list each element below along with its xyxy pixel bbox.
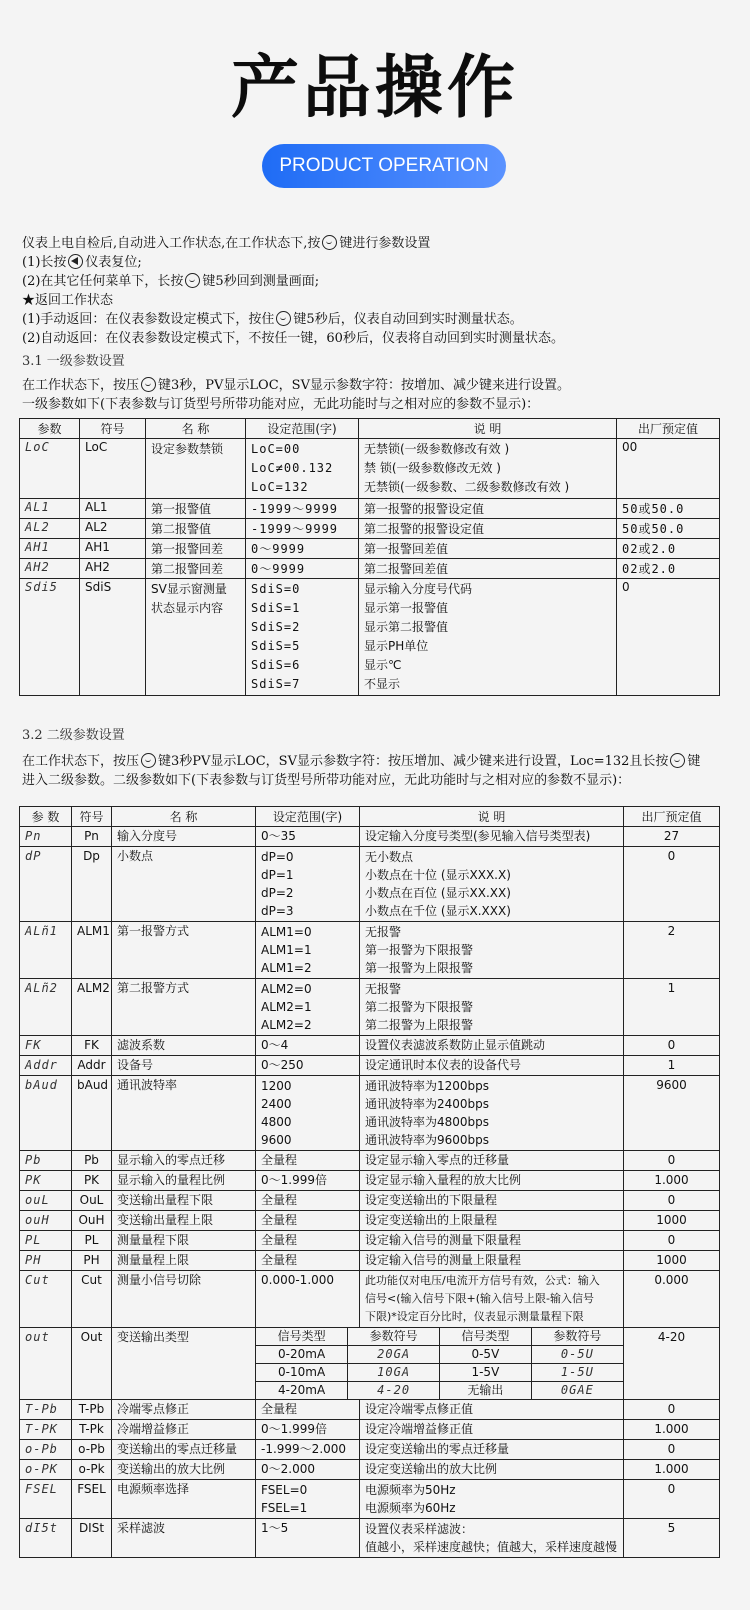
param-name: 测量量程上限 xyxy=(112,1251,256,1271)
table-row xyxy=(20,1251,720,1271)
param-range: ALM2=0 ALM2=1 ALM2=2 xyxy=(256,979,360,1036)
param-range: 1～5 xyxy=(256,1519,360,1558)
param-name: 变送输出类型 xyxy=(112,1328,256,1400)
intro-line-3: (2)在其它任何菜单下，长按 xyxy=(22,274,184,289)
param-desc: 设置仪表采样滤波： 值越小，采样速度越快；值越大，采样速度越慢 xyxy=(360,1519,624,1558)
param-name: 第一报警回差 xyxy=(146,539,246,559)
set-key-icon xyxy=(141,377,156,392)
param-display: Pn xyxy=(20,827,72,847)
param-display: Addr xyxy=(20,1056,72,1076)
param-range: 0～1.999倍 xyxy=(256,1171,360,1191)
param-desc: 设定输入分度号类型(参见输入信号类型表) xyxy=(360,827,624,847)
param-display: T-Pb xyxy=(20,1400,72,1420)
param-name: 测量量程下限 xyxy=(112,1231,256,1251)
param-name: 变送输出的放大比例 xyxy=(112,1460,256,1480)
param-symbol: AL1 xyxy=(80,499,146,519)
param-range: -1.999～2.000 xyxy=(256,1440,360,1460)
table-row xyxy=(256,1364,623,1382)
param-display: AL1 xyxy=(20,499,80,519)
param-default: 0 xyxy=(624,1480,720,1519)
col-header: 参数 xyxy=(20,419,80,439)
intro-line-5: (1)手动返回：在仪表参数设定模式下，按住 xyxy=(22,312,275,327)
param-symbol: OuL xyxy=(72,1191,112,1211)
table-row xyxy=(20,1480,720,1519)
table-row xyxy=(20,1191,720,1211)
param-desc: 设定冷端零点修正值 xyxy=(360,1400,624,1420)
param-range: LoC=00 LoC≠00.132 LoC=132 xyxy=(246,439,359,499)
sub-header: 参数符号 xyxy=(531,1328,623,1346)
intro-line-3b: 键5秒回到测量画面; xyxy=(202,274,320,289)
param-desc: 显示输入分度号代码 显示第一报警值 显示第二报警值 显示PH单位 显示℃ 不显示 xyxy=(359,579,617,696)
param-range: FSEL=0 FSEL=1 xyxy=(256,1480,360,1519)
param-name: 冷端增益修正 xyxy=(112,1420,256,1440)
table-row xyxy=(20,1400,720,1420)
param-range: 全量程 xyxy=(256,1251,360,1271)
param-range: -1999～9999 xyxy=(246,519,359,539)
table-row xyxy=(20,519,720,539)
table-row xyxy=(20,1036,720,1056)
param-desc: 无报警 第一报警为下限报警 第一报警为上限报警 xyxy=(360,922,624,979)
param-desc: 设定变送输出的上限量程 xyxy=(360,1211,624,1231)
signal-type: 1-5V xyxy=(440,1364,532,1382)
section-1-text: 在工作状态下，按压 xyxy=(22,378,140,393)
param-code: 20GA xyxy=(348,1346,440,1364)
param-symbol: AH2 xyxy=(80,559,146,579)
param-default: 02或2.0 xyxy=(617,559,720,579)
param-name: 变送输出的零点迁移量 xyxy=(112,1440,256,1460)
param-desc: 设定变送输出的下限量程 xyxy=(360,1191,624,1211)
param-display: ALñ1 xyxy=(20,922,72,979)
col-header: 名 称 xyxy=(112,807,256,827)
param-desc: 设定变送输出的放大比例 xyxy=(360,1460,624,1480)
table-row xyxy=(20,499,720,519)
param-symbol: Pb xyxy=(72,1151,112,1171)
param-range: 0～4 xyxy=(256,1036,360,1056)
param-code: 1-5U xyxy=(531,1364,623,1382)
param-symbol: o-Pb xyxy=(72,1440,112,1460)
param-default: 1.000 xyxy=(624,1420,720,1440)
section-2-para-2: 进入二级参数。二级参数如下(下表参数与订货型号所带功能对应，无此功能时与之相对应的参数不显示)： xyxy=(22,773,631,788)
table-row xyxy=(20,847,720,922)
intro-line-2: (1)长按 xyxy=(22,255,67,270)
signal-type: 0-5V xyxy=(440,1346,532,1364)
param-range: -1999～9999 xyxy=(246,499,359,519)
param-symbol: ALM2 xyxy=(72,979,112,1036)
param-default: 0 xyxy=(624,1400,720,1420)
param-name: 冷端零点修正 xyxy=(112,1400,256,1420)
param-range: 0～2.000 xyxy=(256,1460,360,1480)
param-name: 设备号 xyxy=(112,1056,256,1076)
param-name: 第二报警方式 xyxy=(112,979,256,1036)
param-display: Cut xyxy=(20,1271,72,1328)
intro-line-5b: 键5秒后，仪表自动回到实时测量状态。 xyxy=(293,312,523,327)
param-range: dP=0 dP=1 dP=2 dP=3 xyxy=(256,847,360,922)
signal-type: 0-10mA xyxy=(256,1364,348,1382)
set-key-icon xyxy=(322,235,337,250)
intro-text xyxy=(22,234,732,348)
param-name: 显示输入的零点迁移 xyxy=(112,1151,256,1171)
param-desc: 第一报警回差值 xyxy=(359,539,617,559)
param-display: AH1 xyxy=(20,539,80,559)
col-header: 名 称 xyxy=(146,419,246,439)
param-name: 小数点 xyxy=(112,847,256,922)
set-key-icon xyxy=(185,273,200,288)
param-desc: 电源频率为50Hz 电源频率为60Hz xyxy=(360,1480,624,1519)
col-header: 符号 xyxy=(72,807,112,827)
param-name: 第一报警方式 xyxy=(112,922,256,979)
signal-type: 无输出 xyxy=(440,1382,532,1400)
param-default: 5 xyxy=(624,1519,720,1558)
param-name: SV显示窗测量 状态显示内容 xyxy=(146,579,246,696)
param-desc: 设定输入信号的测量下限量程 xyxy=(360,1231,624,1251)
param-display: PK xyxy=(20,1171,72,1191)
param-default: 4-20 xyxy=(624,1328,720,1400)
col-header: 说 明 xyxy=(359,419,617,439)
table-row xyxy=(256,1382,623,1400)
param-display: Pb xyxy=(20,1151,72,1171)
param-default: 27 xyxy=(624,827,720,847)
param-default: 1000 xyxy=(624,1211,720,1231)
param-desc: 设置仪表滤波系数防止显示值跳动 xyxy=(360,1036,624,1056)
param-symbol: AL2 xyxy=(80,519,146,539)
param-display: AL2 xyxy=(20,519,80,539)
sub-header: 信号类型 xyxy=(256,1328,348,1346)
param-desc: 设定显示输入量程的放大比例 xyxy=(360,1171,624,1191)
param-symbol: ALM1 xyxy=(72,922,112,979)
param-symbol: LoC xyxy=(80,439,146,499)
signal-type: 0-20mA xyxy=(256,1346,348,1364)
table-row xyxy=(20,1171,720,1191)
param-symbol: Addr xyxy=(72,1056,112,1076)
param-range: 0～9999 xyxy=(246,539,359,559)
sub-header: 参数符号 xyxy=(348,1328,440,1346)
param-default: 0 xyxy=(617,579,720,696)
level-2-param-table xyxy=(19,806,720,1558)
level-1-param-table xyxy=(19,418,720,696)
param-name: 电源频率选择 xyxy=(112,1480,256,1519)
param-code: 0GAE xyxy=(531,1382,623,1400)
param-display: ouH xyxy=(20,1211,72,1231)
table-row xyxy=(20,1056,720,1076)
param-desc: 第二报警回差值 xyxy=(359,559,617,579)
param-range: 全量程 xyxy=(256,1400,360,1420)
param-range: 全量程 xyxy=(256,1151,360,1171)
table-row xyxy=(20,1151,720,1171)
param-default: 1 xyxy=(624,979,720,1036)
param-desc: 第二报警的报警设定值 xyxy=(359,519,617,539)
param-range: 全量程 xyxy=(256,1191,360,1211)
page-title: 产品操作 xyxy=(230,49,519,128)
table-header xyxy=(20,807,720,827)
param-default: 0 xyxy=(624,1440,720,1460)
param-default: 1.000 xyxy=(624,1171,720,1191)
param-symbol: Dp xyxy=(72,847,112,922)
param-default: 1000 xyxy=(624,1251,720,1271)
col-header: 说 明 xyxy=(360,807,624,827)
param-desc: 此功能仅对电压/电流开方信号有效，公式：输入 信号<(输入信号下限+(输入信号上限-输入信号 下限)*设定百分比时，仪表显示测量量程下限 xyxy=(360,1271,624,1328)
param-display: ouL xyxy=(20,1191,72,1211)
param-symbol: PL xyxy=(72,1231,112,1251)
param-default: 50或50.0 xyxy=(617,519,720,539)
table-row xyxy=(20,1271,720,1328)
table-row xyxy=(20,1328,720,1400)
param-desc: 第一报警的报警设定值 xyxy=(359,499,617,519)
param-range: 0.000-1.000 xyxy=(256,1271,360,1328)
param-range: 0～250 xyxy=(256,1056,360,1076)
param-symbol: SdiS xyxy=(80,579,146,696)
param-desc: 设定输入信号的测量上限量程 xyxy=(360,1251,624,1271)
param-display: LoC xyxy=(20,439,80,499)
param-default: 0 xyxy=(624,1191,720,1211)
param-name: 采样滤波 xyxy=(112,1519,256,1558)
section-2-para-1 xyxy=(22,752,700,771)
param-name: 设定参数禁锁 xyxy=(146,439,246,499)
param-name: 输入分度号 xyxy=(112,827,256,847)
param-range: 0～35 xyxy=(256,827,360,847)
param-desc: 无禁锁(一级参数修改有效 ) 禁 锁(一级参数修改无效 ) 无禁锁(一级参数、二级参数修改有效 ) xyxy=(359,439,617,499)
param-display: T-PK xyxy=(20,1420,72,1440)
table-row xyxy=(20,559,720,579)
param-display: PL xyxy=(20,1231,72,1251)
table-row xyxy=(20,1211,720,1231)
param-symbol: Pn xyxy=(72,827,112,847)
section-1-para-1 xyxy=(22,376,570,395)
set-key-icon xyxy=(670,753,685,768)
param-symbol: AH1 xyxy=(80,539,146,559)
section-1-para-2: 一级参数如下(下表参数与订货型号所带功能对应，无此功能时与之相对应的参数不显示)： xyxy=(22,397,540,412)
table-row xyxy=(20,539,720,559)
param-range: SdiS=0 SdiS=1 SdiS=2 SdiS=5 SdiS=6 SdiS=7 xyxy=(246,579,359,696)
col-header: 参 数 xyxy=(20,807,72,827)
table-row xyxy=(256,1328,623,1346)
section-1-heading: 3.1 一级参数设置 xyxy=(22,354,125,369)
param-display: PH xyxy=(20,1251,72,1271)
intro-line-2b: 仪表复位; xyxy=(85,255,142,270)
param-symbol: bAud xyxy=(72,1076,112,1151)
table-row xyxy=(20,1460,720,1480)
param-default: 50或50.0 xyxy=(617,499,720,519)
param-name: 测量小信号切除 xyxy=(112,1271,256,1328)
intro-line-1: 仪表上电自检后,自动进入工作状态,在工作状态下,按 xyxy=(22,236,321,251)
param-default: 0 xyxy=(624,1231,720,1251)
param-symbol: o-Pk xyxy=(72,1460,112,1480)
param-range: 全量程 xyxy=(256,1231,360,1251)
param-name: 变送输出量程下限 xyxy=(112,1191,256,1211)
param-display: out xyxy=(20,1328,72,1400)
set-key-icon xyxy=(141,753,156,768)
section-2-text-b: 键3秒PV显示LOC，SV显示参数字符：按压增加、减少键来进行设置，Loc=132且长按 xyxy=(158,754,669,769)
param-name: 第一报警值 xyxy=(146,499,246,519)
table-row xyxy=(20,439,720,499)
param-name: 变送输出量程上限 xyxy=(112,1211,256,1231)
param-display: FK xyxy=(20,1036,72,1056)
subtitle-badge: PRODUCT OPERATION xyxy=(262,144,506,188)
param-default: 0 xyxy=(624,1151,720,1171)
param-range: 1200 2400 4800 9600 xyxy=(256,1076,360,1151)
section-2-text-c: 键 xyxy=(687,754,701,769)
intro-line-4: ★返回工作状态 xyxy=(22,293,114,308)
table-header xyxy=(20,419,720,439)
table-row xyxy=(20,979,720,1036)
section-2-heading: 3.2 二级参数设置 xyxy=(22,728,125,743)
section-2-text: 在工作状态下，按压 xyxy=(22,754,140,769)
table-row xyxy=(20,579,720,696)
param-display: Sdi5 xyxy=(20,579,80,696)
param-default: 9600 xyxy=(624,1076,720,1151)
param-display: o-PK xyxy=(20,1460,72,1480)
param-display: AH2 xyxy=(20,559,80,579)
param-desc: 设定冷端增益修正值 xyxy=(360,1420,624,1440)
param-desc: 通讯波特率为1200bps 通讯波特率为2400bps 通讯波特率为4800bps 通讯波特率为9600bps xyxy=(360,1076,624,1151)
param-name: 滤波系数 xyxy=(112,1036,256,1056)
param-default: 02或2.0 xyxy=(617,539,720,559)
param-default: 0 xyxy=(624,1036,720,1056)
param-symbol: OuH xyxy=(72,1211,112,1231)
param-desc: 设定显示输入零点的迁移量 xyxy=(360,1151,624,1171)
table-row xyxy=(20,1420,720,1440)
param-default: 00 xyxy=(617,439,720,499)
param-symbol: FK xyxy=(72,1036,112,1056)
param-display: FSEL xyxy=(20,1480,72,1519)
param-range: 0～9999 xyxy=(246,559,359,579)
param-range: ALM1=0 ALM1=1 ALM1=2 xyxy=(256,922,360,979)
param-default: 0.000 xyxy=(624,1271,720,1328)
param-symbol: PK xyxy=(72,1171,112,1191)
param-range: 0～1.999倍 xyxy=(256,1420,360,1440)
param-display: dP xyxy=(20,847,72,922)
param-symbol: Out xyxy=(72,1328,112,1400)
param-symbol: FSEL xyxy=(72,1480,112,1519)
param-desc: 设定变送输出的零点迁移量 xyxy=(360,1440,624,1460)
param-display: o-Pb xyxy=(20,1440,72,1460)
signal-type: 4-20mA xyxy=(256,1382,348,1400)
param-name: 通讯波特率 xyxy=(112,1076,256,1151)
sub-header: 信号类型 xyxy=(440,1328,532,1346)
param-code: 0-5U xyxy=(531,1346,623,1364)
param-display: bAud xyxy=(20,1076,72,1151)
intro-line-6: (2)自动返回：在仪表参数设定模式下，不按任一键，60秒后，仪表将自动回到实时测量状态。 xyxy=(22,331,564,346)
set-key-icon xyxy=(276,311,291,326)
table-row xyxy=(20,1440,720,1460)
param-code: 4-20 xyxy=(348,1382,440,1400)
param-range: 全量程 xyxy=(256,1211,360,1231)
param-default: 0 xyxy=(624,847,720,922)
table-row xyxy=(256,1346,623,1364)
back-key-icon xyxy=(68,254,83,269)
param-display: dI5t xyxy=(20,1519,72,1558)
table-row xyxy=(20,1231,720,1251)
table-row xyxy=(20,1519,720,1558)
param-code: 10GA xyxy=(348,1364,440,1382)
table-row xyxy=(20,827,720,847)
param-symbol: Cut xyxy=(72,1271,112,1328)
param-default: 1 xyxy=(624,1056,720,1076)
table-row xyxy=(20,1076,720,1151)
param-name: 第二报警回差 xyxy=(146,559,246,579)
col-header: 符号 xyxy=(80,419,146,439)
param-symbol: T-Pk xyxy=(72,1420,112,1440)
section-1-text-b: 键3秒，PV显示LOC，SV显示参数字符：按增加、减少键来进行设置。 xyxy=(158,378,570,393)
table-row xyxy=(20,922,720,979)
col-header: 设定范围(字) xyxy=(246,419,359,439)
param-symbol: PH xyxy=(72,1251,112,1271)
param-default: 2 xyxy=(624,922,720,979)
param-display: ALñ2 xyxy=(20,979,72,1036)
param-desc: 无报警 第二报警为下限报警 第二报警为上限报警 xyxy=(360,979,624,1036)
output-type-table xyxy=(256,1328,623,1399)
param-default: 1.000 xyxy=(624,1460,720,1480)
col-header: 设定范围(字) xyxy=(256,807,360,827)
param-symbol: DISt xyxy=(72,1519,112,1558)
col-header: 出厂预定值 xyxy=(624,807,720,827)
param-desc: 设定通讯时本仪表的设备代号 xyxy=(360,1056,624,1076)
intro-line-1b: 键进行参数设置 xyxy=(339,236,431,251)
param-symbol: T-Pb xyxy=(72,1400,112,1420)
output-type-cell xyxy=(256,1328,624,1400)
param-name: 显示输入的量程比例 xyxy=(112,1171,256,1191)
param-desc: 无小数点 小数点在十位 (显示XXX.X) 小数点在百位 (显示XX.XX) 小数点在千位 (显示X.XXX) xyxy=(360,847,624,922)
col-header: 出厂预定值 xyxy=(617,419,720,439)
param-name: 第二报警值 xyxy=(146,519,246,539)
